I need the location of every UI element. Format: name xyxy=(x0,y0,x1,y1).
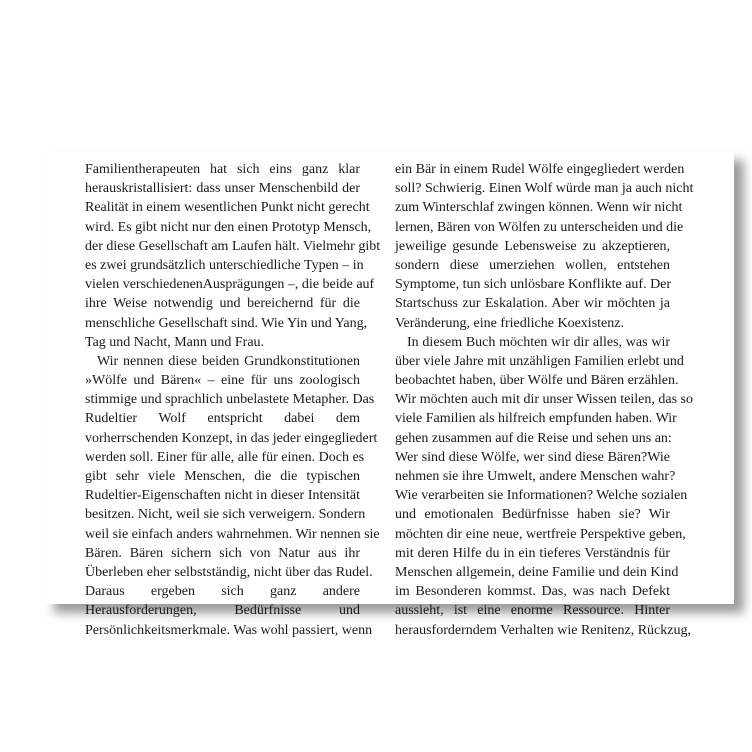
text-line: In diesem Buch möchten wir dir alles, was wir xyxy=(407,334,670,350)
text-line: im Besonderen kommst. Das, was nach Defekt xyxy=(395,584,670,600)
text-line: Wer sind diese Wölfe, wer sind diese Bären?Wie xyxy=(395,449,670,465)
text-line: Rudeltier Wolf entspricht dabei dem xyxy=(85,411,360,427)
text-line: über viele Jahre mit unzähligen Familien erlebt und xyxy=(395,353,684,369)
text-line: Wie verarbeiten sie Informationen? Welche sozialen xyxy=(395,488,688,504)
text-line: es zwei grundsätzlich unterschiedliche Typen – in xyxy=(85,257,364,273)
text-line: ein Bär in einem Rudel Wölfe eingegliedert werden xyxy=(395,162,685,177)
text-line: Familientherapeuten hat sich eins ganz klar xyxy=(85,162,360,177)
text-line: Daraus ergeben sich ganz andere xyxy=(85,584,360,600)
text-line: zum Winterschlaf zwingen können. Wenn wir nicht xyxy=(395,200,683,216)
left-page xyxy=(85,160,381,640)
text-line: ihre Weise notwendig und bereichernd für die xyxy=(85,296,360,312)
text-line: beobachtet haben, über Wölfe und Bären erzählen. xyxy=(395,373,679,389)
text-line: mit deren Hilfe du in ein tieferes Verständnis für xyxy=(395,545,670,561)
text-line: »Wölfe und Bären« – eine für uns zoologisch xyxy=(85,373,360,389)
text-line: Veränderung, eine friedliche Koexistenz. xyxy=(395,315,624,331)
text-line: der diese Gesellschaft am Laufen hält. Vielmehr gibt xyxy=(85,238,381,254)
text-line: Wir möchten auch mit dir unser Wissen teilen, das so xyxy=(395,392,693,408)
text-line: menschliche Gesellschaft sind. Wie Yin und Yang, xyxy=(85,315,368,331)
text-line: viele Familien als hilfreich empfunden haben. Wir xyxy=(395,411,677,427)
text-line: Herausforderungen, Bedürfnisse und xyxy=(85,603,360,619)
text-line: Wir nennen diese beiden Grundkonstitutionen xyxy=(97,353,360,369)
text-line: soll? Schwierig. Einen Wolf würde man ja auch nicht xyxy=(395,181,694,197)
text-line: Rudeltier-Eigenschaften nicht in dieser Intensität xyxy=(85,488,360,504)
text-line: weil sie einfach anders wahrnehmen. Wir nennen sie xyxy=(85,526,380,542)
text-line: Menschen allgemein, deine Familie und dein Kind xyxy=(395,564,679,580)
text-line: herauskristallisiert: dass unser Menschenbild der xyxy=(85,181,360,197)
right-page xyxy=(395,160,694,640)
text-line: Startschuss zur Eskalation. Aber wir möchten ja xyxy=(395,296,670,312)
text-line: Bären. Bären sichern sich von Natur aus ihr xyxy=(85,545,360,561)
text-line: Persönlichkeitsmerkmale. Was wohl passiert, wenn xyxy=(85,622,373,638)
text-line: nehmen sie ihre Umwelt, andere Menschen wahr? xyxy=(395,469,676,484)
text-line: vielen verschiedenenAusprägungen –, die beide auf xyxy=(85,277,375,293)
text-line: Überleben eher selbstständig, nicht über das Rudel. xyxy=(85,564,373,580)
text-line: wird. Es gibt nicht nur den einen Prototyp Mensch, xyxy=(85,219,372,235)
text-line: lernen, Bären von Wölfen zu unterscheiden und die xyxy=(395,219,684,235)
text-line: gibt sehr viele Menschen, die die typischen xyxy=(85,469,360,484)
text-line: Symptome, tun sich unlösbare Konflikte auf. Der xyxy=(395,277,672,293)
text-line: aussieht, ist eine enorme Ressource. Hinter xyxy=(395,603,670,619)
text-line: herausforderndem Verhalten wie Renitenz, Rückzug, xyxy=(395,622,691,638)
text-line: Tag und Nacht, Mann und Frau. xyxy=(85,334,265,350)
book-spread xyxy=(46,152,734,638)
text-line: werden soll. Einer für alle, alle für einen. Doch es xyxy=(85,449,365,465)
text-line: vorherrschenden Konzept, in das jeder eingegliedert xyxy=(85,430,378,446)
text-line: jeweilige gesunde Lebensweise zu akzeptieren, xyxy=(395,238,670,254)
text-line: sondern diese umerziehen wollen, entstehen xyxy=(395,257,670,273)
text-line: besitzen. Nicht, weil sie sich verweigern. Sondern xyxy=(85,507,366,523)
text-line: und emotionalen Bedürfnisse haben sie? Wir xyxy=(395,507,670,523)
text-line: möchten dir eine neue, wertfreie Perspektive geben, xyxy=(395,526,686,542)
text-line: Realität in einem wesentlichen Punkt nicht gerecht xyxy=(85,200,370,216)
text-line: stimmige und sprachlich unbelastete Metapher. Das xyxy=(85,392,375,408)
text-line: gehen zusammen auf die Reise und sehen uns an: xyxy=(395,430,672,446)
